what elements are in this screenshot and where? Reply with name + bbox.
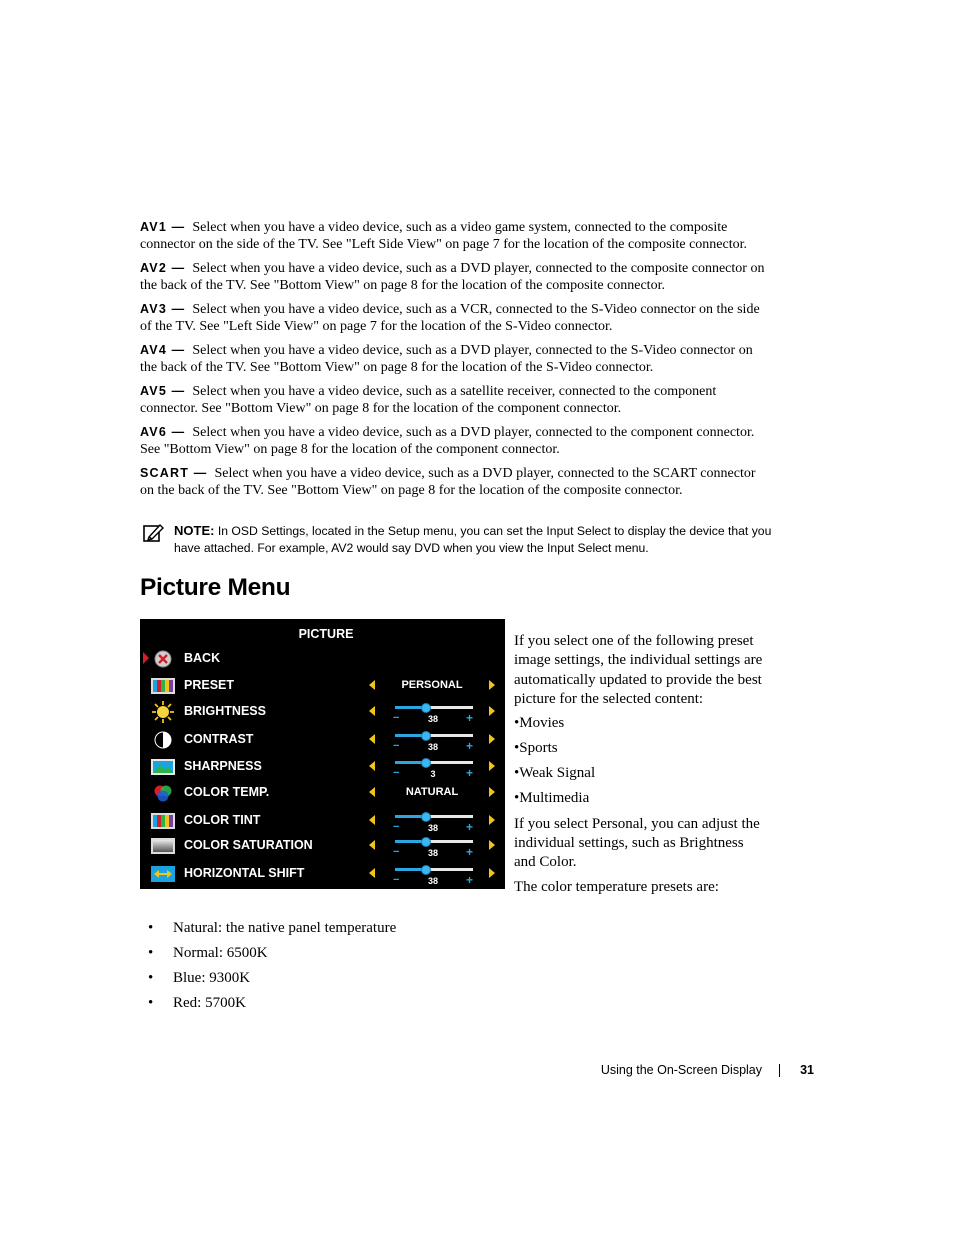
slider-minus: − (393, 821, 400, 833)
definition-item (140, 301, 765, 336)
term-label: AV4 — (140, 342, 186, 357)
osd-row-preset[interactable] (140, 673, 505, 699)
term-text: Select when you have a video device, such as a DVD player, connected to the S-Video connector on the back of the TV. See "Bottom View" on page 8 for the location of the S-Video connector. (140, 342, 753, 376)
personal-explanation: If you select Personal, you can adjust the individual settings, such as Brightness and Color. (514, 815, 760, 871)
note-body: In OSD Settings, located in the Setup menu, you can set the Input Select to display the device that you have attached. For example, AV2 would say DVD when you view the Input Select menu. (174, 524, 772, 555)
osd-row-label: PRESET (184, 678, 235, 692)
footer-section: Using the On-Screen Display (600, 1063, 762, 1077)
osd-row-contrast[interactable] (140, 727, 505, 753)
definition-item (140, 219, 765, 254)
preset-intro: If you select one of the following preset image settings, the individual settings are automatically updated to provide the best picture for the selected content: (514, 633, 763, 707)
definition-item (140, 260, 765, 295)
sun-icon (150, 701, 176, 723)
left-arrow-icon[interactable] (369, 761, 375, 771)
list-item: • Natural: the native panel temperature (148, 918, 396, 943)
term-label: AV2 — (140, 260, 186, 275)
osd-row-value: PERSONAL (401, 679, 463, 691)
osd-row-label: HORIZONTAL SHIFT (184, 866, 305, 880)
osd-row-color-temp[interactable] (140, 780, 505, 806)
osd-slider[interactable] (393, 861, 473, 887)
left-arrow-icon[interactable] (369, 868, 375, 878)
osd-row-label: COLOR TINT (184, 813, 261, 827)
horizontal-arrows-icon (150, 863, 176, 885)
slider-value: 38 (427, 823, 438, 833)
left-arrow-icon[interactable] (369, 840, 375, 850)
slider-plus: + (465, 845, 473, 859)
slider-minus: − (393, 740, 400, 752)
right-arrow-icon[interactable] (489, 761, 495, 771)
preset-option-sports: •Sports (514, 740, 558, 757)
osd-row-label: COLOR SATURATION (184, 838, 313, 852)
slider-knob[interactable] (421, 837, 431, 847)
osd-row-label: SHARPNESS (184, 759, 262, 773)
osd-slider[interactable] (393, 808, 473, 834)
page-number: 31 (800, 1063, 814, 1077)
right-arrow-icon[interactable] (489, 706, 495, 716)
slider-minus: − (393, 846, 400, 858)
definition-item (140, 383, 765, 418)
contrast-circle-icon (150, 729, 176, 751)
term-text: Select when you have a video device, such as a DVD player, connected to the component connector. See "Bottom View" on page 8 for the location of the component connector. (140, 424, 755, 458)
color-temp-list (148, 918, 396, 1018)
left-arrow-icon[interactable] (369, 815, 375, 825)
term-label: AV6 — (140, 424, 186, 439)
osd-row-label: CONTRAST (184, 732, 254, 746)
footer-divider (779, 1064, 780, 1077)
slider-knob[interactable] (421, 703, 431, 713)
osd-row-back[interactable] (140, 646, 505, 672)
slider-plus: + (465, 766, 473, 780)
osd-slider[interactable] (393, 727, 473, 753)
osd-row-label: COLOR TEMP. (184, 785, 270, 799)
right-arrow-icon[interactable] (489, 840, 495, 850)
page-footer (560, 1061, 814, 1081)
temps-intro: The color temperature presets are: (514, 879, 719, 896)
left-arrow-icon[interactable] (369, 706, 375, 716)
note-text (174, 522, 780, 557)
osd-row-value: NATURAL (405, 786, 459, 798)
osd-slider[interactable] (393, 699, 473, 725)
term-text: Select when you have a video device, such as a VCR, connected to the S-Video connector on the side of the TV. See "Left Side View" on page 7 for the location of the S-Video connector. (140, 301, 760, 335)
terms-list (140, 219, 765, 506)
picture-osd-menu (140, 619, 505, 889)
right-arrow-icon[interactable] (489, 680, 495, 690)
preset-option-multimedia: •Multimedia (514, 790, 590, 807)
left-arrow-icon[interactable] (369, 680, 375, 690)
slider-plus: + (465, 711, 473, 725)
slider-minus: − (393, 767, 400, 779)
preset-description (514, 632, 764, 898)
slider-value: 38 (427, 742, 438, 752)
slider-plus: + (465, 820, 473, 834)
note-callout (140, 522, 780, 557)
definition-item (140, 424, 765, 459)
right-arrow-icon[interactable] (489, 815, 495, 825)
back-x-icon (150, 648, 176, 670)
preset-option-weak-signal: •Weak Signal (514, 765, 596, 782)
pencil-note-icon (143, 523, 165, 543)
left-arrow-icon[interactable] (369, 734, 375, 744)
left-arrow-icon[interactable] (369, 787, 375, 797)
slider-minus: − (393, 874, 400, 886)
osd-row-sharpness[interactable] (140, 754, 505, 780)
osd-slider[interactable] (393, 754, 473, 780)
term-label: AV3 — (140, 301, 186, 316)
term-text: Select when you have a video device, such as a DVD player, connected to the composite connector on the back of the TV. See "Bottom View" on page 8 for the location of the composite connector. (140, 260, 765, 294)
slider-value: 38 (427, 714, 438, 724)
list-item: • Blue: 9300K (148, 968, 396, 993)
tv-color-bars-icon (150, 675, 176, 697)
definition-item (140, 342, 765, 377)
osd-row-color-saturation[interactable] (140, 833, 505, 859)
slider-knob[interactable] (421, 812, 431, 822)
osd-row-label: BRIGHTNESS (184, 704, 266, 718)
osd-title: PICTURE (298, 627, 354, 641)
slider-knob[interactable] (421, 758, 431, 768)
list-item: • Normal: 6500K (148, 943, 396, 968)
slider-value: 3 (430, 769, 436, 779)
slider-minus: − (393, 712, 400, 724)
term-text: Select when you have a video device, such as a DVD player, connected to the SCART connector on the back of the TV. See "Bottom View" on page 8 for the location of the composite connector. (140, 465, 756, 499)
term-text: Select when you have a video device, such as a video game system, connected to the composite connector on the side of the TV. See "Left Side View" on page 7 for the location of the composite connector. (140, 220, 747, 253)
right-arrow-icon[interactable] (489, 734, 495, 744)
landscape-icon (150, 756, 176, 778)
slider-plus: + (465, 873, 473, 887)
osd-row-horizontal-shift[interactable] (140, 861, 505, 887)
selection-pointer-icon (143, 652, 149, 664)
preset-option-movies: •Movies (514, 715, 565, 732)
right-arrow-icon[interactable] (489, 868, 495, 878)
slider-knob[interactable] (421, 731, 431, 741)
slider-knob[interactable] (421, 865, 431, 875)
definition-item (140, 465, 765, 500)
term-text: Select when you have a video device, such as a satellite receiver, connected to the component connector. See "Bottom View" on page 8 for the location of the component connector. (140, 383, 717, 417)
slider-plus: + (465, 739, 473, 753)
term-label: SCART — (140, 465, 208, 480)
slider-value: 38 (427, 848, 438, 858)
list-item: • Red: 5700K (148, 993, 396, 1018)
osd-row-label: BACK (184, 651, 221, 665)
osd-slider[interactable] (393, 833, 473, 859)
term-label: AV1 — (140, 220, 186, 234)
right-arrow-icon[interactable] (489, 787, 495, 797)
rgb-circles-icon (150, 782, 176, 804)
osd-row-brightness[interactable] (140, 699, 505, 725)
tv-color-bars-icon (150, 810, 176, 832)
gradient-screen-icon (150, 835, 176, 857)
osd-row-color-tint[interactable] (140, 808, 505, 834)
section-heading: Picture Menu (140, 574, 291, 601)
term-label: AV5 — (140, 383, 186, 398)
note-label: NOTE: (174, 523, 215, 538)
slider-value: 38 (427, 876, 438, 886)
